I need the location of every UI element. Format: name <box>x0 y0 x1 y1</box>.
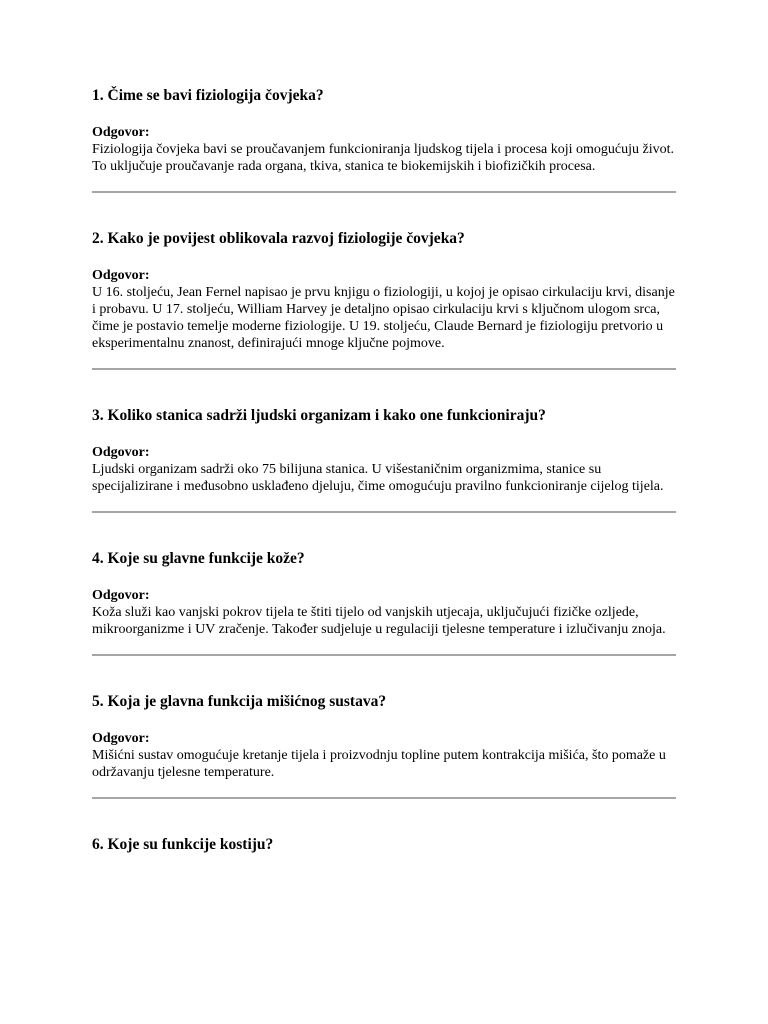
section-divider <box>92 368 676 370</box>
answer-label: Odgovor: <box>92 268 150 283</box>
section-divider <box>92 191 676 193</box>
answer-label: Odgovor: <box>92 445 150 460</box>
answer-text: Ljudski organizam sadrži oko 75 bilijuna stanica. U višestaničnim organizmima, stanice su specijalizirane i međusobno usklađeno djeluju, čime omogućuju pravilno funkcioniranje cijelog tijela. <box>92 462 664 494</box>
qa-item-3 <box>92 406 676 513</box>
answer-text: Koža služi kao vanjski pokrov tijela te štiti tijelo od vanjskih utjecaja, uključujući fizičke ozljede, mikroorganizme i UV zračenje. Također sudjeluje u regulaciji tjelesne temperature i izlučivanju znoja. <box>92 605 666 637</box>
qa-item-2 <box>92 229 676 370</box>
question-heading: 4. Koje su glavne funkcije kože? <box>92 550 305 567</box>
answer-label: Odgovor: <box>92 731 150 746</box>
question-heading: 6. Koje su funkcije kostiju? <box>92 836 274 853</box>
answer-label: Odgovor: <box>92 588 150 603</box>
qa-item-1 <box>92 86 676 193</box>
answer-text: Fiziologija čovjeka bavi se proučavanjem funkcioniranja ljudskog tijela i procesa koji omogućuju život. To uključuje proučavanje rada organa, tkiva, stanica te biokemijskih i biofizičkih procesa. <box>92 142 675 174</box>
answer-text: U 16. stoljeću, Jean Fernel napisao je prvu knjigu o fiziologiji, u kojoj je opisao cirkulaciju krvi, disanje i probavu. U 17. stoljeću, William Harvey je detaljno opisao cirkulaciju krvi s ključnom ulogom srca, čime je postavio temelje moderne fiziologije. U 19. stoljeću, Claude Bernard je fiziologiju pretvorio u eksperimentalnu znanost, definirajući mnoge ključne pojmove. <box>92 285 675 351</box>
section-divider <box>92 654 676 656</box>
question-heading: 5. Koja je glavna funkcija mišićnog sustava? <box>92 693 387 710</box>
qa-item-6 <box>92 835 676 855</box>
qa-item-5 <box>92 692 676 799</box>
question-heading: 3. Koliko stanica sadrži ljudski organizam i kako one funkcioniraju? <box>92 407 546 424</box>
qa-item-4 <box>92 549 676 656</box>
section-divider <box>92 511 676 513</box>
question-heading: 2. Kako je povijest oblikovala razvoj fiziologije čovjeka? <box>92 230 465 247</box>
answer-label: Odgovor: <box>92 125 150 140</box>
section-divider <box>92 797 676 799</box>
question-heading: 1. Čime se bavi fiziologija čovjeka? <box>92 87 324 104</box>
answer-text: Mišićni sustav omogućuje kretanje tijela i proizvodnju topline putem kontrakcija mišića, što pomaže u održavanju tjelesne temperature. <box>92 748 666 780</box>
